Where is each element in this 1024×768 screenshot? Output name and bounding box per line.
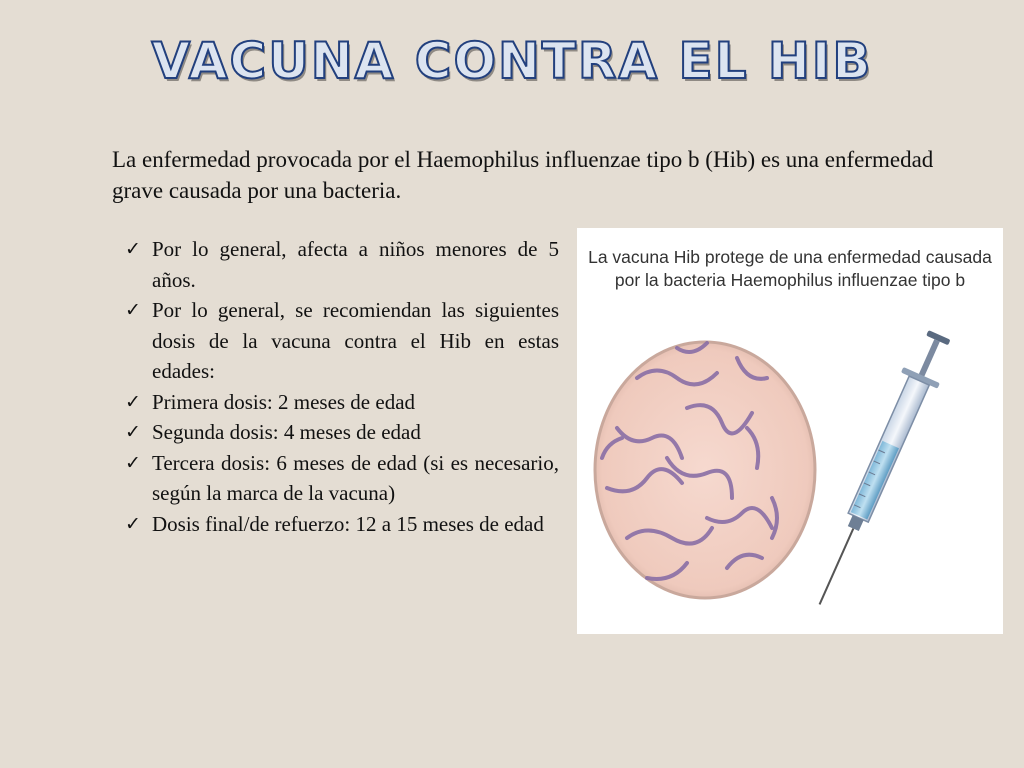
syringe-icon xyxy=(801,327,958,613)
vaccine-figure xyxy=(577,228,1003,634)
intro-paragraph: La enfermedad provocada por el Haemophilus influenzae tipo b (Hib) es una enfermedad grave causada por una bacteria. xyxy=(112,147,934,203)
list-item-text: Tercera dosis: 6 meses de edad (si es necesario, según la marca de la vacuna) xyxy=(152,450,559,505)
list-item xyxy=(125,417,559,448)
slide-title: VACUNA CONTRA EL HIB xyxy=(151,32,873,90)
list-item xyxy=(125,295,559,387)
list-item xyxy=(125,234,559,295)
check-icon: ✓ xyxy=(125,512,141,535)
list-item-text: Primera dosis: 2 meses de edad xyxy=(152,389,416,414)
bacteria-culture-icon xyxy=(595,342,815,598)
check-icon: ✓ xyxy=(125,390,141,413)
bullet-list xyxy=(125,234,559,539)
list-item xyxy=(125,509,559,540)
list-item xyxy=(125,387,559,418)
figure-caption-line2: por la bacteria Haemophilus influenzae tipo b xyxy=(614,270,966,290)
list-item-text: Por lo general, se recomiendan las siguientes dosis de la vacuna contra el Hib en estas edades: xyxy=(152,298,559,383)
check-icon: ✓ xyxy=(125,421,141,443)
list-item-text: Segunda dosis: 4 meses de edad xyxy=(152,420,421,444)
check-icon: ✓ xyxy=(125,299,141,321)
figure-caption-line1: La vacuna Hib protege de una enfermedad causada xyxy=(588,247,992,267)
check-icon: ✓ xyxy=(125,238,141,260)
list-item-text: Dosis final/de refuerzo: 12 a 15 meses de edad xyxy=(152,511,544,536)
list-item xyxy=(125,448,559,509)
list-item-text: Por lo general, afecta a niños menores de 5 años. xyxy=(152,237,559,292)
check-icon: ✓ xyxy=(125,451,141,474)
figure-caption xyxy=(577,246,1003,292)
